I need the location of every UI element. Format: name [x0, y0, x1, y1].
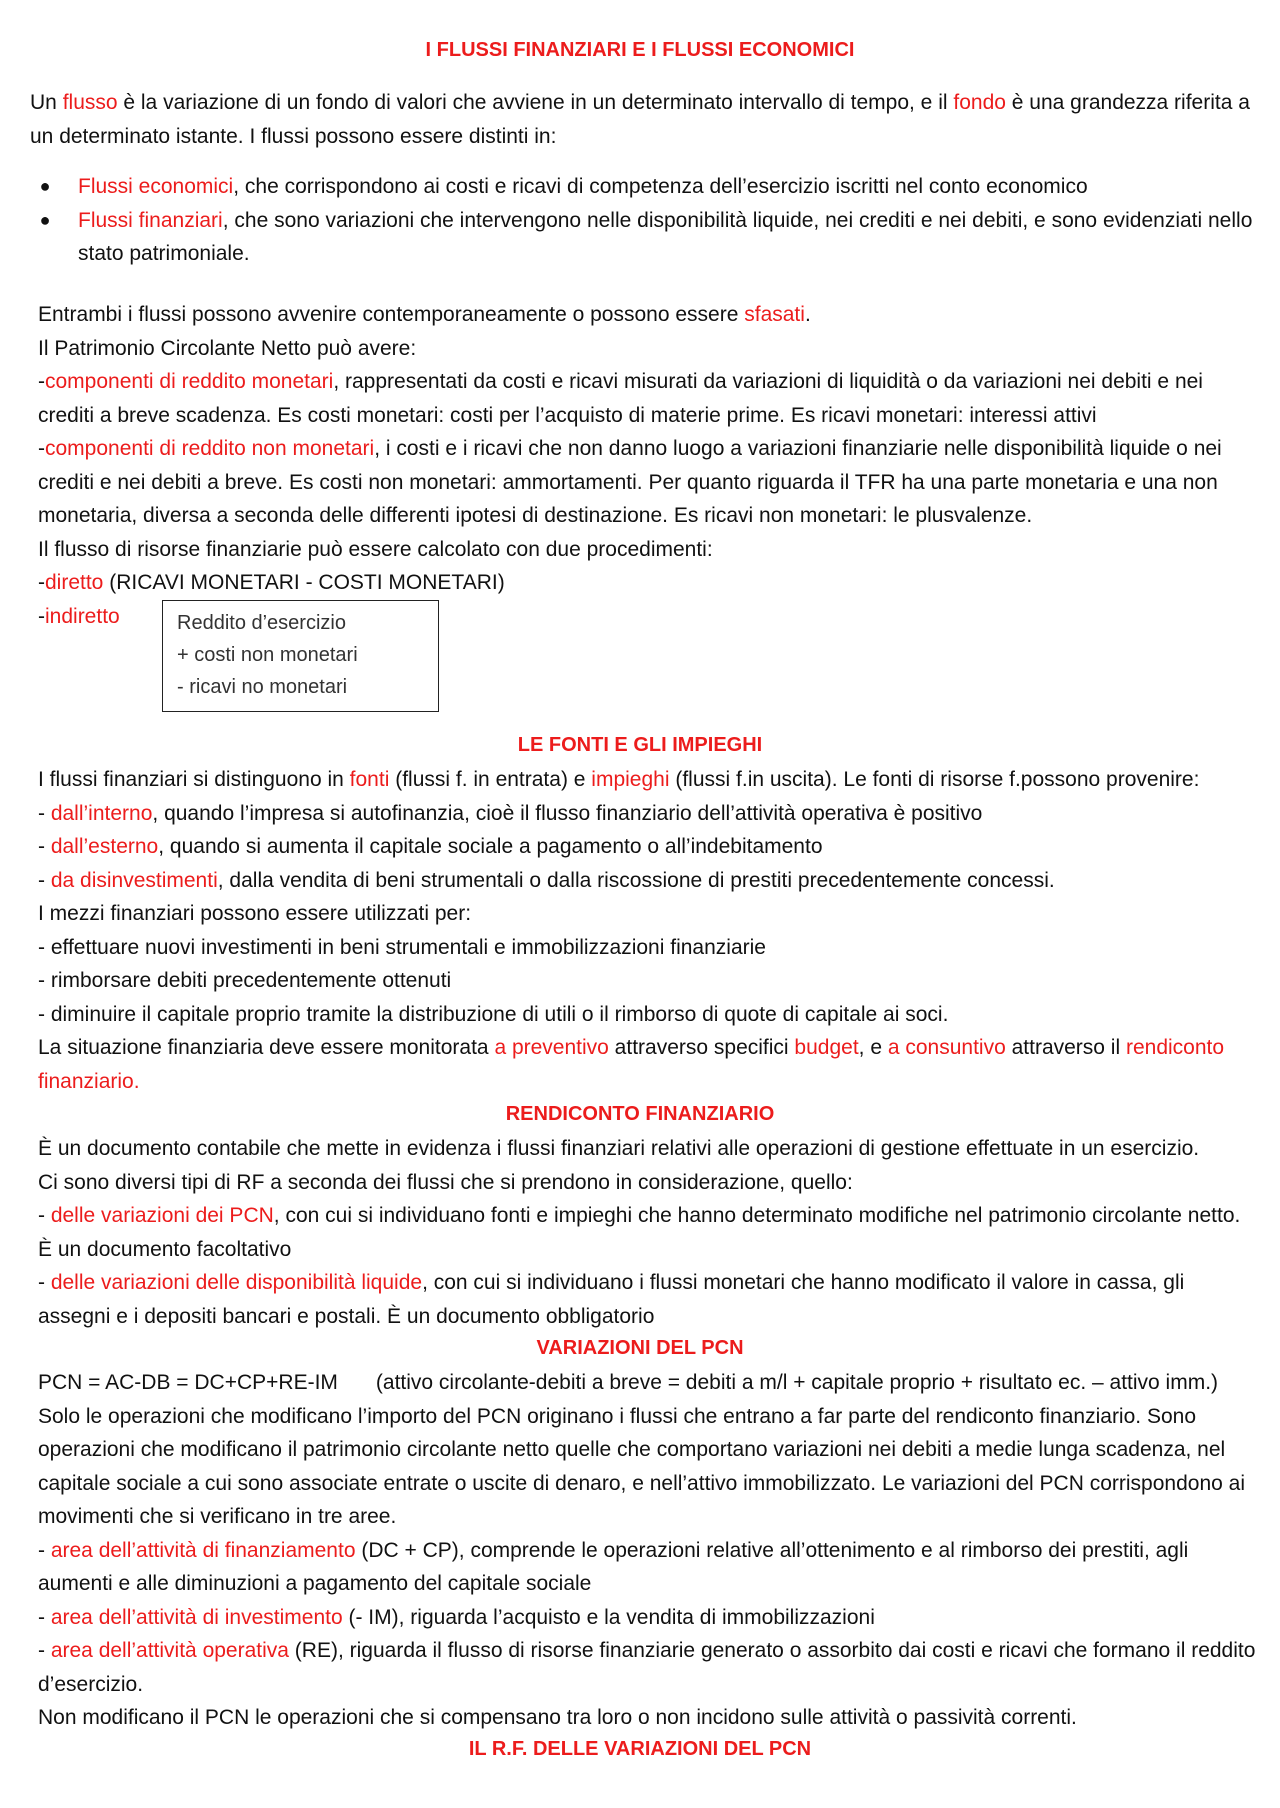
section-title-flussi: I FLUSSI FINANZIARI E I FLUSSI ECONOMICI — [425, 39, 855, 61]
term-flusso: flusso — [62, 91, 118, 114]
list-item: ● Flussi economici, che corrispondono ai costi e ricavi di competenza dell’esercizio iscritti nel conto economico — [30, 170, 1260, 204]
section-fonti: I flussi finanziari si distinguono in fonti (flussi f. in entrata) e impieghi (flussi f.in uscita). Le fonti di risorse f.possono provenire: - dall’interno, quando l’impresa si autofinanzia, cioè il flusso finanziario dell’attività operativa è positivo - dall’esterno, quando si aumenta il capitale sociale a pagamento o all’indebitamento - da disinvestimenti, dalla vendita di beni strumentali o dalla riscossione di prestiti precedentemente concessi. I mezzi finanziari possono essere utilizzati per: - effettuare nuovi investimenti in beni strumentali e immobilizzazioni finanziarie - rimborsare debiti precedentemente ottenuti - diminuire il capitale proprio tramite la distribuzione di utili o il rimborso di quote di capitale ai soci. La situazione finanziaria deve essere monitorata a preventivo attraverso specifici budget, e a consuntivo attraverso il rendiconto finanziario. — [38, 768, 1225, 1093]
term-sfasati: sfasati — [744, 303, 805, 326]
section-rendiconto: È un documento contabile che mette in evidenza i flussi finanziari relativi alle operazioni di gestione effettuate in un esercizio. Ci sono diversi tipi di RF a seconda dei flussi che si prendono in considerazione, quello: - delle variazioni dei PCN, con cui si individuano fonti e impieghi che hanno determinato modifiche nel patrimonio circolante netto. È un documento facoltativo - delle variazioni delle disponibilità liquide, con cui si individuano i flussi monetari che hanno modificato il valore in cassa, gli assegni e i depositi bancari e postali. È un documento obbligatorio — [38, 1137, 1241, 1328]
section-title-variazioni: VARIAZIONI DEL PCN — [536, 1337, 744, 1359]
bullet-icon: ● — [39, 209, 51, 230]
section-patrimonio: Entrambi i flussi possono avvenire contemporaneamente o possono essere sfasati. Il Patrimonio Circolante Netto può avere: -componenti di reddito monetari, rappresentati da costi e ricavi misurati da variazioni di liquidità o da variazioni nei debiti e nei crediti a breve scadenza. Es costi monetari: costi per l’acquisto di materie prime. Es ricavi monetari: interessi attivi -componenti di reddito non monetari, i costi e i ricavi che non danno luogo a variazioni finanziarie nelle disponibilità liquide o nei crediti e nei debiti a breve. Es costi non monetari: ammortamenti. Per quanto riguarda il TFR ha una parte monetaria e una non monetaria, diversa a seconda delle differenti ipotesi di destinazione. Es ricavi non monetari: le plusvalenze. Il flusso di risorse finanziarie può essere calcolato con due procedimenti: -diretto (RICAVI MONETARI - COSTI MONETARI) -indiretto — [38, 303, 1222, 628]
section-variazioni: PCN = AC-DB = DC+CP+RE-IM (attivo circolante-debiti a breve = debiti a m/l + capitale proprio + risultato ec. – attivo imm.) Solo le operazioni che modificano l’importo del PCN originano i flussi che entrano a far parte del rendiconto finanziario. Sono operazioni che modificano il patrimonio circolante netto quelle che comportano variazioni nei debiti a medie lunga scadenza, nel capitale sociale a cui sono associate entrate o uscite di denaro, e nell’attivo immobilizzato. Le variazioni del PCN corrispondono ai movimenti che si verificano in tre aree. - area dell’attività di finanziamento (DC + CP), comprende le operazioni relative all’ottenimento e al rimborso dei prestiti, agli aumenti e alle diminuzioni a pagamento del capitale sociale - area dell’attività di investimento (- IM), riguarda l’acquisto e la vendita di immobilizzazioni - area dell’attività operativa (RE), riguarda il flusso di risorse finanziarie generato o assorbito dai costi e ricavi che formano il reddito d’esercizio. Non modificano il PCN le operazioni che si compensano tra loro o non incidono sulle attività o passività correnti. — [38, 1371, 1256, 1729]
intro-paragraph: Un flusso è la variazione di un fondo di valori che avviene in un determinato intervallo di tempo, e il fondo è una grandezza riferita a un determinato istante. I flussi possono essere distinti in: — [30, 91, 1250, 148]
bullet-icon: ● — [39, 176, 51, 196]
pcn-formula: PCN = AC-DB = DC+CP+RE-IM — [38, 1371, 338, 1394]
section-title-rf-pcn: IL R.F. DELLE VARIAZIONI DEL PCN — [468, 1738, 812, 1760]
term-fondo: fondo — [953, 91, 1006, 114]
section-title-rendiconto: RENDICONTO FINANZIARIO — [505, 1103, 775, 1125]
section-title-fonti: LE FONTI E GLI IMPIEGHI — [517, 734, 763, 756]
list-item: ● Flussi finanziari, che sono variazioni che intervengono nelle disponibilità liquide, nei crediti e nei debiti, e sono evidenziati nello stato patrimoniale. — [30, 204, 1260, 271]
formula-box-indiretto: Reddito d’esercizio + costi non monetari - ricavi no monetari — [162, 600, 439, 712]
bullet-list — [30, 170, 1260, 271]
